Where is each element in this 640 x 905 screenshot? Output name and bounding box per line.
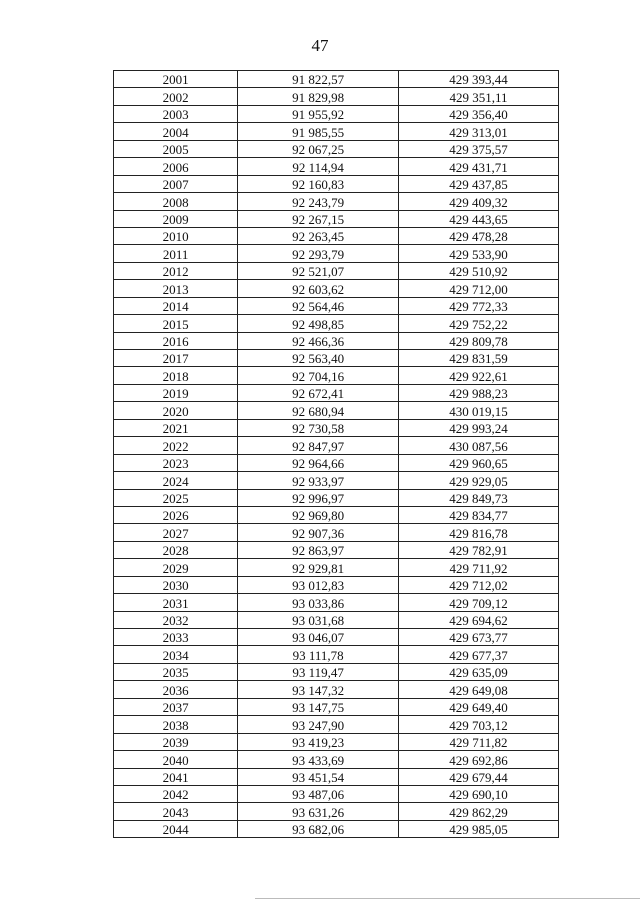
point-number-cell: 2042 <box>114 785 238 802</box>
table-row <box>114 472 559 489</box>
x-coordinate-cell: 92 672,41 <box>238 384 399 401</box>
y-coordinate-cell: 429 772,33 <box>399 297 559 314</box>
point-number-cell: 2021 <box>114 419 238 436</box>
table-row <box>114 175 559 192</box>
point-number-cell: 2003 <box>114 105 238 122</box>
x-coordinate-cell: 92 929,81 <box>238 559 399 576</box>
table-row <box>114 193 559 210</box>
point-number-cell: 2014 <box>114 297 238 314</box>
point-number-cell: 2006 <box>114 158 238 175</box>
table-row <box>114 245 559 262</box>
y-coordinate-cell: 429 862,29 <box>399 803 559 820</box>
y-coordinate-cell: 429 409,32 <box>399 193 559 210</box>
x-coordinate-cell: 93 451,54 <box>238 768 399 785</box>
point-number-cell: 2027 <box>114 524 238 541</box>
x-coordinate-cell: 93 433,69 <box>238 751 399 768</box>
x-coordinate-cell: 92 704,16 <box>238 367 399 384</box>
y-coordinate-cell: 429 960,65 <box>399 454 559 471</box>
y-coordinate-cell: 429 782,91 <box>399 541 559 558</box>
x-coordinate-cell: 91 955,92 <box>238 105 399 122</box>
x-coordinate-cell: 92 863,97 <box>238 541 399 558</box>
table-row <box>114 698 559 715</box>
y-coordinate-cell: 429 431,71 <box>399 158 559 175</box>
point-number-cell: 2023 <box>114 454 238 471</box>
x-coordinate-cell: 92 160,83 <box>238 175 399 192</box>
x-coordinate-cell: 92 564,46 <box>238 297 399 314</box>
table-row <box>114 803 559 820</box>
x-coordinate-cell: 93 631,26 <box>238 803 399 820</box>
table-row <box>114 140 559 157</box>
table-row <box>114 227 559 244</box>
x-coordinate-cell: 92 603,62 <box>238 280 399 297</box>
table-row <box>114 332 559 349</box>
coordinates-table <box>113 70 559 838</box>
table-row <box>114 489 559 506</box>
table-row <box>114 646 559 663</box>
y-coordinate-cell: 429 679,44 <box>399 768 559 785</box>
x-coordinate-cell: 92 563,40 <box>238 350 399 367</box>
table-row <box>114 629 559 646</box>
point-number-cell: 2033 <box>114 629 238 646</box>
point-number-cell: 2025 <box>114 489 238 506</box>
point-number-cell: 2031 <box>114 594 238 611</box>
x-coordinate-cell: 93 419,23 <box>238 733 399 750</box>
x-coordinate-cell: 92 969,80 <box>238 506 399 523</box>
x-coordinate-cell: 91 829,98 <box>238 88 399 105</box>
y-coordinate-cell: 429 816,78 <box>399 524 559 541</box>
point-number-cell: 2028 <box>114 541 238 558</box>
point-number-cell: 2015 <box>114 315 238 332</box>
table-row <box>114 454 559 471</box>
y-coordinate-cell: 429 711,92 <box>399 559 559 576</box>
table-row <box>114 594 559 611</box>
x-coordinate-cell: 93 031,68 <box>238 611 399 628</box>
point-number-cell: 2011 <box>114 245 238 262</box>
point-number-cell: 2034 <box>114 646 238 663</box>
table-row <box>114 541 559 558</box>
y-coordinate-cell: 429 393,44 <box>399 71 559 88</box>
point-number-cell: 2029 <box>114 559 238 576</box>
x-coordinate-cell: 92 293,79 <box>238 245 399 262</box>
x-coordinate-cell: 93 147,32 <box>238 681 399 698</box>
x-coordinate-cell: 92 964,66 <box>238 454 399 471</box>
table-row <box>114 88 559 105</box>
table-row <box>114 524 559 541</box>
table-row <box>114 611 559 628</box>
y-coordinate-cell: 429 437,85 <box>399 175 559 192</box>
y-coordinate-cell: 430 087,56 <box>399 437 559 454</box>
y-coordinate-cell: 429 709,12 <box>399 594 559 611</box>
x-coordinate-cell: 93 682,06 <box>238 820 399 837</box>
point-number-cell: 2037 <box>114 698 238 715</box>
x-coordinate-cell: 92 263,45 <box>238 227 399 244</box>
x-coordinate-cell: 93 012,83 <box>238 576 399 593</box>
x-coordinate-cell: 92 498,85 <box>238 315 399 332</box>
table-row <box>114 437 559 454</box>
point-number-cell: 2030 <box>114 576 238 593</box>
point-number-cell: 2039 <box>114 733 238 750</box>
x-coordinate-cell: 92 996,97 <box>238 489 399 506</box>
x-coordinate-cell: 93 046,07 <box>238 629 399 646</box>
y-coordinate-cell: 429 985,05 <box>399 820 559 837</box>
x-coordinate-cell: 91 822,57 <box>238 71 399 88</box>
point-number-cell: 2038 <box>114 716 238 733</box>
y-coordinate-cell: 429 993,24 <box>399 419 559 436</box>
table-row <box>114 733 559 750</box>
table-row <box>114 210 559 227</box>
table-row <box>114 785 559 802</box>
x-coordinate-cell: 91 985,55 <box>238 123 399 140</box>
x-coordinate-cell: 92 907,36 <box>238 524 399 541</box>
table-row <box>114 367 559 384</box>
x-coordinate-cell: 92 267,15 <box>238 210 399 227</box>
point-number-cell: 2016 <box>114 332 238 349</box>
table-row <box>114 716 559 733</box>
y-coordinate-cell: 429 703,12 <box>399 716 559 733</box>
page-number: 47 <box>311 36 329 55</box>
y-coordinate-cell: 429 831,59 <box>399 350 559 367</box>
table-row <box>114 384 559 401</box>
y-coordinate-cell: 429 510,92 <box>399 262 559 279</box>
table-row <box>114 559 559 576</box>
x-coordinate-cell: 93 147,75 <box>238 698 399 715</box>
y-coordinate-cell: 429 533,90 <box>399 245 559 262</box>
point-number-cell: 2012 <box>114 262 238 279</box>
table-row <box>114 506 559 523</box>
y-coordinate-cell: 429 443,65 <box>399 210 559 227</box>
y-coordinate-cell: 429 313,01 <box>399 123 559 140</box>
point-number-cell: 2026 <box>114 506 238 523</box>
y-coordinate-cell: 429 356,40 <box>399 105 559 122</box>
table-row <box>114 663 559 680</box>
table-row <box>114 297 559 314</box>
table-row <box>114 262 559 279</box>
point-number-cell: 2010 <box>114 227 238 244</box>
x-coordinate-cell: 92 243,79 <box>238 193 399 210</box>
x-coordinate-cell: 92 730,58 <box>238 419 399 436</box>
point-number-cell: 2020 <box>114 402 238 419</box>
y-coordinate-cell: 429 711,82 <box>399 733 559 750</box>
point-number-cell: 2007 <box>114 175 238 192</box>
y-coordinate-cell: 429 712,02 <box>399 576 559 593</box>
point-number-cell: 2001 <box>114 71 238 88</box>
x-coordinate-cell: 92 847,97 <box>238 437 399 454</box>
y-coordinate-cell: 429 988,23 <box>399 384 559 401</box>
table-row <box>114 105 559 122</box>
x-coordinate-cell: 93 111,78 <box>238 646 399 663</box>
y-coordinate-cell: 429 694,62 <box>399 611 559 628</box>
table-row <box>114 576 559 593</box>
y-coordinate-cell: 429 809,78 <box>399 332 559 349</box>
table-row <box>114 820 559 837</box>
table-row <box>114 315 559 332</box>
point-number-cell: 2018 <box>114 367 238 384</box>
x-coordinate-cell: 93 119,47 <box>238 663 399 680</box>
y-coordinate-cell: 429 752,22 <box>399 315 559 332</box>
y-coordinate-cell: 429 649,08 <box>399 681 559 698</box>
point-number-cell: 2013 <box>114 280 238 297</box>
y-coordinate-cell: 430 019,15 <box>399 402 559 419</box>
table-row <box>114 71 559 88</box>
y-coordinate-cell: 429 849,73 <box>399 489 559 506</box>
table-row <box>114 402 559 419</box>
point-number-cell: 2035 <box>114 663 238 680</box>
x-coordinate-cell: 93 487,06 <box>238 785 399 802</box>
table-row <box>114 123 559 140</box>
y-coordinate-cell: 429 922,61 <box>399 367 559 384</box>
point-number-cell: 2041 <box>114 768 238 785</box>
y-coordinate-cell: 429 692,86 <box>399 751 559 768</box>
y-coordinate-cell: 429 712,00 <box>399 280 559 297</box>
table-row <box>114 751 559 768</box>
x-coordinate-cell: 93 247,90 <box>238 716 399 733</box>
point-number-cell: 2040 <box>114 751 238 768</box>
x-coordinate-cell: 93 033,86 <box>238 594 399 611</box>
point-number-cell: 2036 <box>114 681 238 698</box>
y-coordinate-cell: 429 929,05 <box>399 472 559 489</box>
point-number-cell: 2009 <box>114 210 238 227</box>
point-number-cell: 2044 <box>114 820 238 837</box>
page-bottom-rule <box>255 898 640 899</box>
point-number-cell: 2017 <box>114 350 238 367</box>
point-number-cell: 2024 <box>114 472 238 489</box>
x-coordinate-cell: 92 680,94 <box>238 402 399 419</box>
x-coordinate-cell: 92 521,07 <box>238 262 399 279</box>
table-row <box>114 158 559 175</box>
y-coordinate-cell: 429 478,28 <box>399 227 559 244</box>
point-number-cell: 2022 <box>114 437 238 454</box>
point-number-cell: 2019 <box>114 384 238 401</box>
point-number-cell: 2005 <box>114 140 238 157</box>
y-coordinate-cell: 429 834,77 <box>399 506 559 523</box>
table-row <box>114 768 559 785</box>
table-row <box>114 419 559 436</box>
y-coordinate-cell: 429 375,57 <box>399 140 559 157</box>
point-number-cell: 2004 <box>114 123 238 140</box>
table-row <box>114 681 559 698</box>
point-number-cell: 2002 <box>114 88 238 105</box>
y-coordinate-cell: 429 635,09 <box>399 663 559 680</box>
y-coordinate-cell: 429 677,37 <box>399 646 559 663</box>
coordinates-table-body <box>114 71 559 838</box>
point-number-cell: 2043 <box>114 803 238 820</box>
table-row <box>114 280 559 297</box>
point-number-cell: 2008 <box>114 193 238 210</box>
table-row <box>114 350 559 367</box>
x-coordinate-cell: 92 067,25 <box>238 140 399 157</box>
y-coordinate-cell: 429 690,10 <box>399 785 559 802</box>
y-coordinate-cell: 429 673,77 <box>399 629 559 646</box>
x-coordinate-cell: 92 466,36 <box>238 332 399 349</box>
y-coordinate-cell: 429 351,11 <box>399 88 559 105</box>
x-coordinate-cell: 92 114,94 <box>238 158 399 175</box>
x-coordinate-cell: 92 933,97 <box>238 472 399 489</box>
point-number-cell: 2032 <box>114 611 238 628</box>
y-coordinate-cell: 429 649,40 <box>399 698 559 715</box>
